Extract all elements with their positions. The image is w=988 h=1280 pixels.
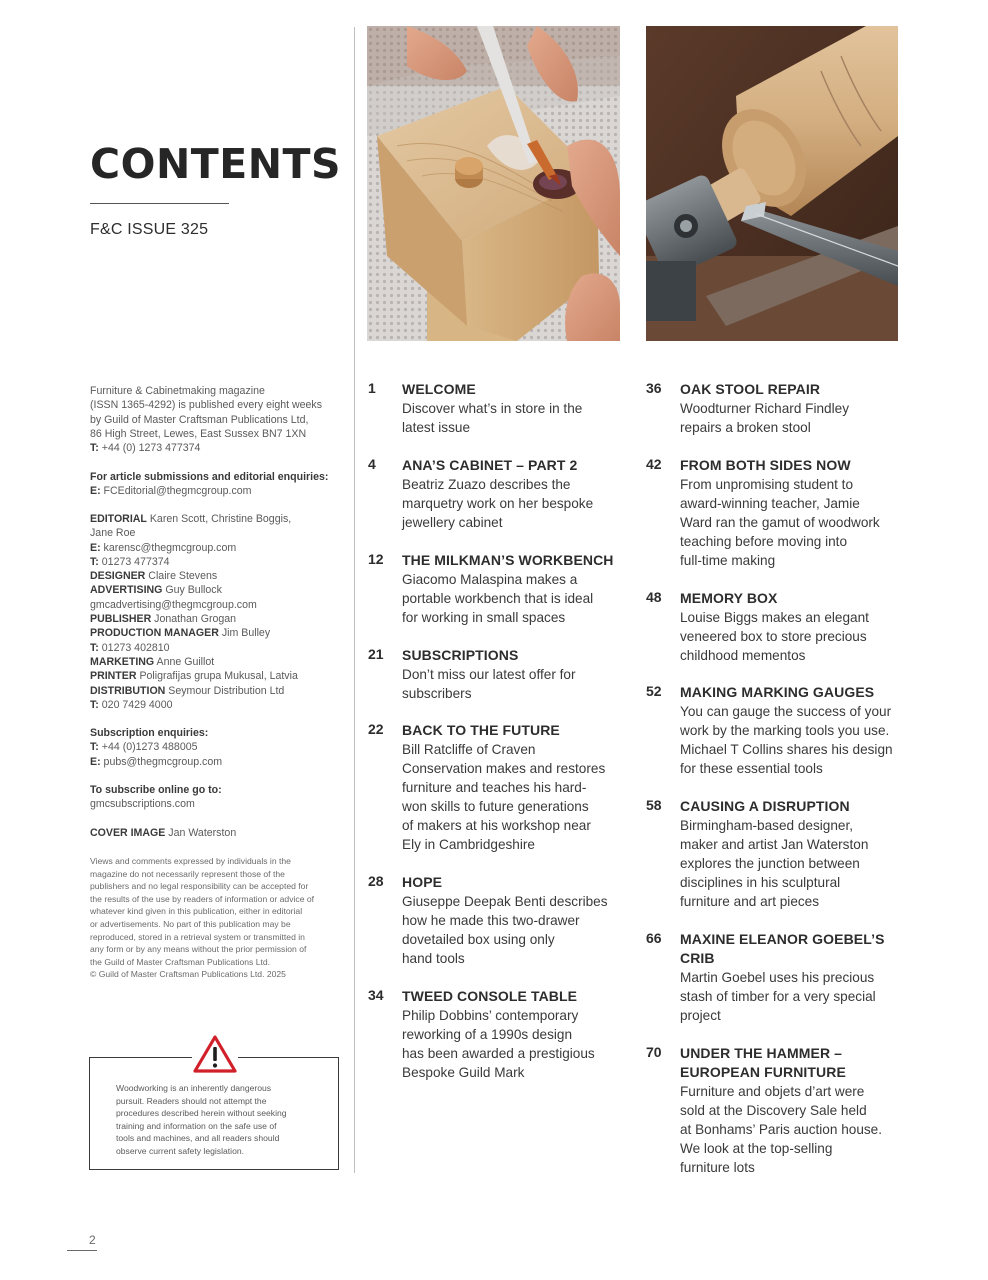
entry-title: HOPE <box>402 874 443 890</box>
legal-disclaimer <box>90 855 340 981</box>
entry-desc-line: work by the marking tools you use. <box>680 723 890 738</box>
designer-name: Claire Stevens <box>148 570 218 583</box>
entry-title: TWEED CONSOLE TABLE <box>402 988 578 1004</box>
entry-desc-line: for working in small spaces <box>402 610 566 625</box>
warning-line: observe current safety legislation. <box>116 1145 245 1156</box>
entry-title: UNDER THE HAMMER – <box>680 1045 843 1061</box>
entry-desc-line: Giuseppe Deepak Benti describes <box>402 894 608 909</box>
page-number: 21 <box>368 646 384 662</box>
publisher-info-line: 86 High Street, Lewes, East Sussex BN7 1XN <box>90 427 307 440</box>
entry-title: SUBSCRIPTIONS <box>402 647 519 663</box>
warning-line: Woodworking is an inherently dangerous <box>116 1083 272 1093</box>
subscription-heading: Subscription enquiries: <box>90 727 209 739</box>
entry-desc-line: has been awarded a prestigious <box>402 1046 595 1061</box>
entry-title: EUROPEAN FURNITURE <box>680 1064 846 1080</box>
marquetry-photo <box>367 26 620 341</box>
entry-desc-line: dovetailed box using only <box>402 932 555 947</box>
disclaimer-line: Views and comments expressed by individuals in the <box>90 856 291 866</box>
page-number: 58 <box>646 797 662 813</box>
entry-title: MAXINE ELEANOR GOEBEL’S <box>680 931 885 947</box>
online-subscribe-info <box>90 783 350 812</box>
folio-page-number: 2 <box>89 1233 96 1247</box>
production-name: Jim Bulley <box>221 627 271 640</box>
entry-desc-line: Conservation makes and restores <box>402 761 606 776</box>
page-number: 22 <box>368 721 384 737</box>
page-number: 42 <box>646 456 662 472</box>
entry-title: MEMORY BOX <box>680 590 778 606</box>
page-title: CONTENTS <box>90 140 342 188</box>
editorial-phone: 01273 477374 <box>101 555 170 568</box>
entry-title: BACK TO THE FUTURE <box>402 722 560 738</box>
issue-label: F&C ISSUE 325 <box>90 221 209 238</box>
entry-desc-line: furniture and teaches his hard- <box>402 780 587 795</box>
warning-line: procedures described herein without seeking <box>116 1108 287 1119</box>
entry-desc-line: hand tools <box>402 951 465 966</box>
disclaimer-line: reproduced, stored in a retrieval system or transmitted in <box>90 931 305 942</box>
entry-title: THE MILKMAN’S WORKBENCH <box>402 552 614 568</box>
entry-title: OAK STOOL REPAIR <box>680 381 821 397</box>
page-number: 12 <box>368 551 384 567</box>
page-number: 48 <box>646 589 662 605</box>
entry-desc-line: Philip Dobbins’ contemporary <box>402 1008 579 1023</box>
entry-desc-line: Louise Biggs makes an elegant <box>680 610 869 625</box>
entry-desc-line: award-winning teacher, Jamie <box>680 496 860 511</box>
entry-desc-line: full-time making <box>680 553 776 568</box>
page-number: 28 <box>368 873 384 889</box>
cover-credit: COVER IMAGE Jan Waterston <box>90 827 237 839</box>
page-number: 34 <box>368 987 384 1003</box>
entry-desc-line: From unpromising student to <box>680 477 854 492</box>
staff-credits: EDITORIAL Karen Scott, Christine Boggis, Jane Roe E: karensc@thegmcgroup.com T: 01273 477374 DESIGNER Claire Stevens ADVERTISING Guy Bullock gmcadvertising@thegmcgroup.com PUBLISHER Jonathan Grogan PRODUCTION MANAGER Jim Bulley T: 01273 402810 MARKETING Anne Guillot PRINTER Poligrafijas grupa Mukusal, Latvia DISTRIBUTION Seymour Distribution Ltd T: 020 7429 4000 <box>90 512 350 712</box>
submissions-email[interactable]: FCEditorial@thegmcgroup.com <box>103 485 252 498</box>
entry-desc-line: Furniture and objets d’art were <box>680 1084 865 1099</box>
warning-triangle-icon <box>192 1034 238 1074</box>
entry-desc-line: subscribers <box>402 686 472 701</box>
safety-warning-text <box>116 1082 326 1158</box>
entry-desc-line: how he made this two-drawer <box>402 913 580 928</box>
cover-credit-name: Jan Waterston <box>168 827 237 839</box>
disclaimer-line: publishers and no legal responsibility can be accepted for <box>90 881 309 892</box>
advertising-email[interactable]: gmcadvertising@thegmcgroup.com <box>90 598 257 611</box>
entry-desc-line: veneered box to store precious <box>680 629 867 644</box>
disclaimer-line: the Guild of Master Craftsman Publications Ltd. <box>90 956 271 967</box>
warning-line: training and information on the safe use of <box>116 1120 277 1131</box>
entry-desc-line: for these essential tools <box>680 761 823 776</box>
online-url[interactable]: gmcsubscriptions.com <box>90 798 195 811</box>
disclaimer-line: the results of the use by readers of information or advice of <box>90 893 315 904</box>
entry-desc-line: at Bonhams’ Paris auction house. <box>680 1122 883 1137</box>
publisher-info-line: (ISSN 1365-4292) is published every eight weeks <box>90 399 323 412</box>
page-number: 70 <box>646 1044 662 1060</box>
warning-line: tools and machines, and all readers should <box>116 1133 280 1144</box>
entry-desc-line: sold at the Discovery Sale held <box>680 1103 867 1118</box>
entry-title: ANA’S CABINET – PART 2 <box>402 457 578 473</box>
entry-desc-line: repairs a broken stool <box>680 420 811 435</box>
entry-desc-line: reworking of a 1990s design <box>402 1027 573 1042</box>
entry-desc-line: stash of timber for a very special <box>680 989 876 1004</box>
entry-desc-line: Bespoke Guild Mark <box>402 1065 525 1080</box>
entry-desc-line: maker and artist Jan Waterston <box>680 837 869 852</box>
marketing-name: Anne Guillot <box>156 655 215 668</box>
entry-desc-line: furniture and art pieces <box>680 894 820 909</box>
entry-desc-line: We look at the top-selling <box>680 1141 833 1156</box>
entry-desc-line: Giacomo Malaspina makes a <box>402 572 578 587</box>
entry-title: MAKING MARKING GAUGES <box>680 684 875 700</box>
page-number: 66 <box>646 930 662 946</box>
entry-desc-line: Discover what’s in store in the <box>402 401 583 416</box>
page-number: 1 <box>368 380 376 396</box>
entry-title: CRIB <box>680 950 715 966</box>
disclaimer-line: magazine do not necessarily represent those of the <box>90 868 285 879</box>
publisher-info <box>90 384 350 455</box>
entry-desc-line: Don’t miss our latest offer for <box>402 667 576 682</box>
entry-desc-line: Ward ran the gamut of woodwork <box>680 515 880 530</box>
entry-desc-line: of makers at his workshop near <box>402 818 591 833</box>
entry-desc-line: portable workbench that is ideal <box>402 591 594 606</box>
entry-desc-line: Ely in Cambridgeshire <box>402 837 535 852</box>
page-number: 36 <box>646 380 662 396</box>
entry-desc-line: furniture lots <box>680 1160 755 1175</box>
editorial-email[interactable]: karensc@thegmcgroup.com <box>103 541 237 554</box>
editorial-names: Karen Scott, Christine Boggis, <box>149 513 292 525</box>
page-number: 52 <box>646 683 662 699</box>
entry-title: WELCOME <box>402 381 476 397</box>
disclaimer-line: or advertisements. No part of this publication may be <box>90 918 291 929</box>
submissions-info: For article submissions and editorial enquiries: E: FCEditorial@thegmcgroup.com <box>90 471 329 498</box>
entry-desc-line: teaching before moving into <box>680 534 848 549</box>
title-underline <box>90 203 229 204</box>
publisher-phone: T: +44 (0) 1273 477374 <box>90 442 201 455</box>
entry-desc-line: jewellery cabinet <box>402 515 503 530</box>
entry-desc-line: Beatriz Zuazo describes the <box>402 477 571 492</box>
column-divider <box>354 27 355 1173</box>
production-phone: 01273 402810 <box>101 641 170 654</box>
subscription-phone: +44 (0)1273 488005 <box>101 741 198 754</box>
publisher-info-line: by Guild of Master Craftsman Publications Ltd, <box>90 413 309 426</box>
page-number: 4 <box>368 456 376 472</box>
publisher-name: Jonathan Grogan <box>154 613 237 626</box>
warning-line: pursuit. Readers should not attempt the <box>116 1095 267 1106</box>
subscription-info: Subscription enquiries: T: +44 (0)1273 488005 E: pubs@thegmcgroup.com <box>90 727 223 768</box>
entry-desc-line: explores the junction between <box>680 856 860 871</box>
advertising-name: Guy Bullock <box>165 584 222 597</box>
distribution-phone: 020 7429 4000 <box>101 698 173 711</box>
entry-title: CAUSING A DISRUPTION <box>680 798 850 814</box>
distribution-name: Seymour Distribution Ltd <box>168 684 285 697</box>
publisher-info-line: Furniture & Cabinetmaking magazine <box>90 385 265 397</box>
folio-rule <box>67 1250 97 1251</box>
subscription-email[interactable]: pubs@thegmcgroup.com <box>103 755 223 768</box>
editorial-names: Jane Roe <box>90 527 136 540</box>
entry-desc-line: Birmingham-based designer, <box>680 818 854 833</box>
disclaimer-line: © Guild of Master Craftsman Publications Ltd. 2025 <box>90 969 286 980</box>
entry-desc-line: disciplines in his sculptural <box>680 875 841 890</box>
entry-desc-line: childhood mementos <box>680 648 806 663</box>
disclaimer-line: whatever kind given in this publication, either in editorial <box>90 906 303 917</box>
entry-desc-line: You can gauge the success of your <box>680 704 892 719</box>
entry-desc-line: marquetry work on her bespoke <box>402 496 594 511</box>
submissions-heading: For article submissions and editorial enquiries: <box>90 471 329 483</box>
entry-desc-line: project <box>680 1008 721 1023</box>
online-heading: To subscribe online go to: <box>90 784 222 796</box>
entry-desc-line: won skills to future generations <box>402 799 589 814</box>
entry-desc-line: Bill Ratcliffe of Craven <box>402 742 536 757</box>
printer-name: Poligrafijas grupa Mukusal, Latvia <box>139 670 298 683</box>
entry-desc-line: Michael T Collins shares his design <box>680 742 893 757</box>
lathe-photo <box>646 26 898 341</box>
entry-desc-line: Martin Goebel uses his precious <box>680 970 875 985</box>
entry-desc-line: latest issue <box>402 420 471 435</box>
disclaimer-line: any form or by any means without the prior permission of <box>90 944 307 955</box>
entry-title: FROM BOTH SIDES NOW <box>680 457 851 473</box>
entry-desc-line: Woodturner Richard Findley <box>680 401 849 416</box>
